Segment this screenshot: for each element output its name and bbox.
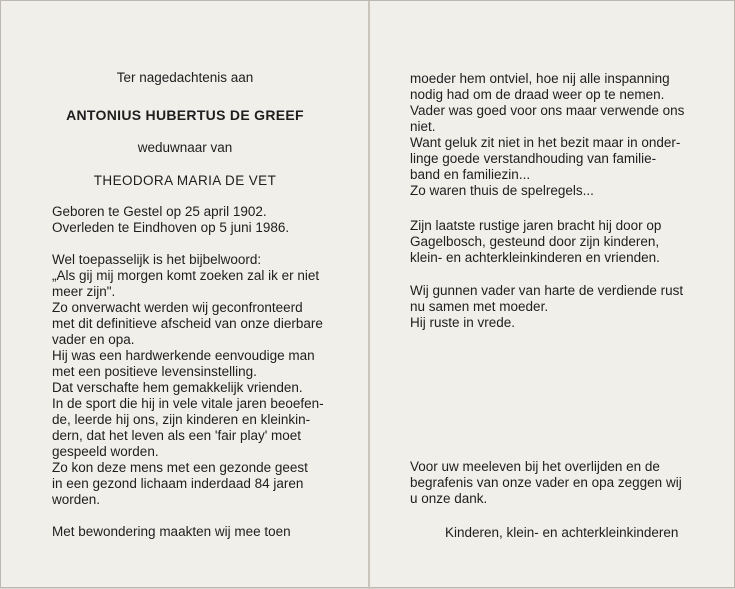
body-line: Zo onverwacht werden wij geconfronteerd [52,300,303,315]
deceased-name: ANTONIUS HUBERTUS DE GREEF [66,107,304,123]
body-line: dern, dat het leven als een 'fair play' moet [52,428,302,443]
body-line: Dat verschafte hem gemakkelijk vrienden. [52,380,303,395]
body-line: Vader was goed voor ons maar verwende ons [410,103,685,118]
body-line: meer zijn". [52,284,116,299]
body-line: Wij gunnen vader van harte de verdiende rust [410,283,684,298]
body-line: Wel toepasselijk is het bijbelwoord: [52,252,262,267]
body-line: vader en opa. [52,332,135,347]
body-line: in een gezond lichaam inderdaad 84 jaren [52,476,304,491]
body-line: „Als gij mij morgen komt zoeken zal ik er niet [52,268,320,283]
left-page [1,1,368,589]
death-line: Overleden te Eindhoven op 5 juni 1986. [52,220,290,235]
body-line: nu samen met moeder. [410,299,549,314]
body-line: met dit definitieve afscheid van onze dierbare [52,316,323,331]
thanks-line: begrafenis van onze vader en opa zeggen wij [410,475,682,490]
thanks-line: u onze dank. [410,491,488,506]
body-line: linge goede verstandhouding van familie- [410,151,657,166]
body-line: klein- en achterkleinkinderen en vrienden. [410,250,660,265]
body-line: worden. [52,492,101,507]
body-line: Zo kon deze mens met een gezonde geest [52,460,308,475]
body-last-line: Met bewondering maakten wij mee toen [52,524,291,539]
body-line: Hij ruste in vrede. [410,315,516,330]
family-signature: Kinderen, klein- en achterkleinkinderen [445,525,679,540]
body-line: met een positieve levensinstelling. [52,364,257,379]
body-line: Gagelbosch, gesteund door zijn kinderen, [410,234,660,249]
body-line: Zo waren thuis de spelregels... [410,183,594,198]
intro-text: Ter nagedachtenis aan [116,70,254,85]
body-line: Zijn laatste rustige jaren bracht hij door op [410,218,662,233]
relation-text: weduwnaar van [137,140,233,155]
body-line: In de sport die hij in vele vitale jaren beoefen- [52,396,324,411]
spouse-name: THEODORA MARIA DE VET [93,173,277,188]
body-line: gespeeld worden. [52,444,159,459]
body-line: Want geluk zit niet in het bezit maar in onder- [410,135,681,150]
body-line: nodig had om de draad weer op te nemen. [410,87,665,102]
body-line: band en familiezin... [410,167,531,182]
body-line: moeder hem ontviel, hoe nij alle inspanning [410,71,670,86]
thanks-line: Voor uw meeleven bij het overlijden en de [410,459,660,474]
body-line: Hij was een hardwerkende eenvoudige man [52,348,315,363]
body-line: niet. [410,119,436,134]
body-line: de, leerde hij ons, zijn kinderen en kleinkin- [52,412,311,427]
right-page [370,1,735,589]
birth-line: Geboren te Gestel op 25 april 1902. [52,204,267,219]
